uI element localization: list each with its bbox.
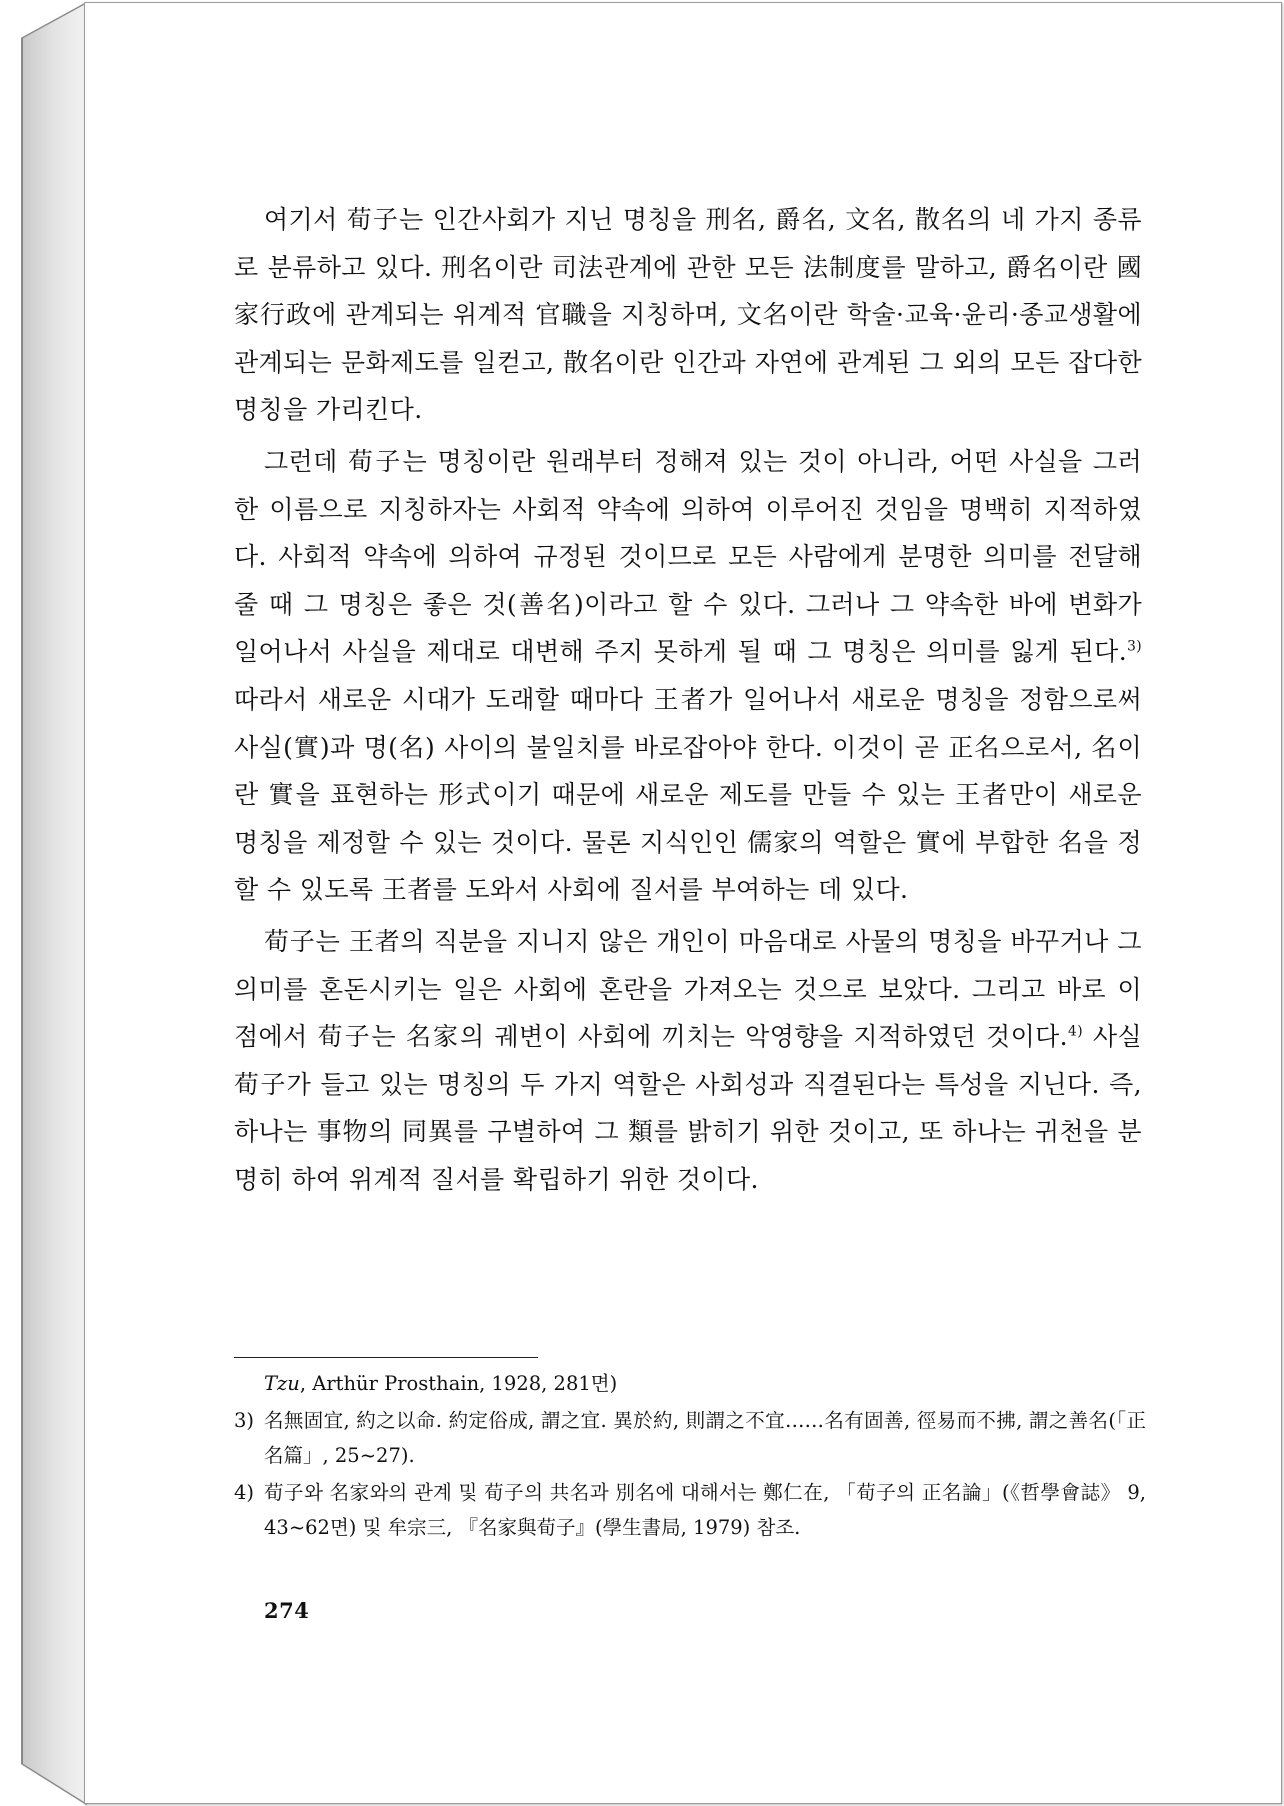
page-number: 274 [264,1598,310,1623]
footnotes [234,1366,1146,1545]
footnote-divider [234,1357,538,1358]
footnote-reference: 4) [1068,1023,1083,1040]
paragraph-text: 그런데 荀子는 명칭이란 원래부터 정해져 있는 것이 아니라, 어떤 사실을 그러한 이름으로 지칭하자는 사회적 약속에 의하여 이루어진 것임을 명백히 지적하였다. 사회적 약속에 의하여 규정된 것이므로 모든 사람에게 분명한 의미를 전달해 줄 때 그 명칭은 좋은 것(善名)이라고 할 수 있다. 그러나 그 약속한 바에 변화가 일어나서 사실을 제대로 대변해 주지 못하게 될 때 그 명칭은 의미를 잃게 된다. [234,446,1142,667]
footnote-reference: 3) [1127,638,1142,655]
footnote-number: 3) [234,1409,255,1432]
paragraph-text: 사실 荀子가 들고 있는 명칭의 두 가지 역할은 사회성과 직결된다는 특성을 지닌다. 즉, 하나는 事物의 同異를 구별하여 그 類를 밝히기 위한 것이고, 또 하나는 귀천을 분명히 하여 위계적 질서를 확립하기 위한 것이다. [234,1022,1142,1194]
footnote-continuation-text: , Arthür Prosthain, 1928, 281면) [299,1372,618,1395]
paragraph [234,918,1142,1204]
paragraph-text: 여기서 荀子는 인간사회가 지닌 명칭을 刑名, 爵名, 文名, 散名의 네 가지 종류로 분류하고 있다. 刑名이란 司法관계에 관한 모든 法制度를 말하고, 爵名이란 國家行政에 관계되는 위계적 官職을 지칭하며, 文名이란 학술·교육·윤리·종교생활에 관계되는 문화제도를 일컫고, 散名이란 인간과 자연에 관계된 그 외의 모든 잡다한 명칭을 가리킨다. [234,205,1142,425]
footnote-continuation-italic: Tzu [264,1372,300,1395]
footnote [234,1403,1146,1473]
footnote-number: 4) [234,1481,255,1504]
paragraph-text: 荀子는 王者의 직분을 지니지 않은 개인이 마음대로 사물의 명칭을 바꾸거나 그 의미를 혼돈시키는 일은 사회에 혼란을 가져오는 것으로 보았다. 그리고 바로 이 점에서 荀子는 名家의 궤변이 사회에 끼치는 악영향을 지적하였던 것이다. [234,926,1142,1052]
paragraph-text: 따라서 새로운 시대가 도래할 때마다 王者가 일어나서 새로운 명칭을 정함으로써 사실(實)과 명(名) 사이의 불일치를 바로잡아야 한다. 이것이 곧 正名으로서, 名이란 實을 표현하는 形式이기 때문에 새로운 제도를 만들 수 있는 王者만이 새로운 명칭을 제정할 수 있는 것이다. 물론 지식인인 儒家의 역할은 實에 부합한 名을 정할 수 있도록 王者를 도와서 사회에 질서를 부여하는 데 있다. [234,684,1142,905]
footnote-text: 荀子와 名家와의 관계 및 荀子의 共名과 別名에 대해서는 鄭仁在, 「荀子의 正名論」(《哲學會誌》 9, 43~62면) 및 牟宗三, 『名家與荀子』(學生書局, 1979) 참조. [264,1481,1146,1539]
body-text [234,196,1142,1203]
footnote [234,1475,1146,1545]
footnote-continuation [234,1366,1146,1401]
footnote-text: 名無固宜, 約之以命. 約定俗成, 謂之宜. 異於約, 則謂之不宜……名有固善, 徑易而不拂, 謂之善名(「正名篇」, 25~27). [264,1409,1146,1467]
paragraph [234,438,1142,914]
paragraph [234,196,1142,434]
